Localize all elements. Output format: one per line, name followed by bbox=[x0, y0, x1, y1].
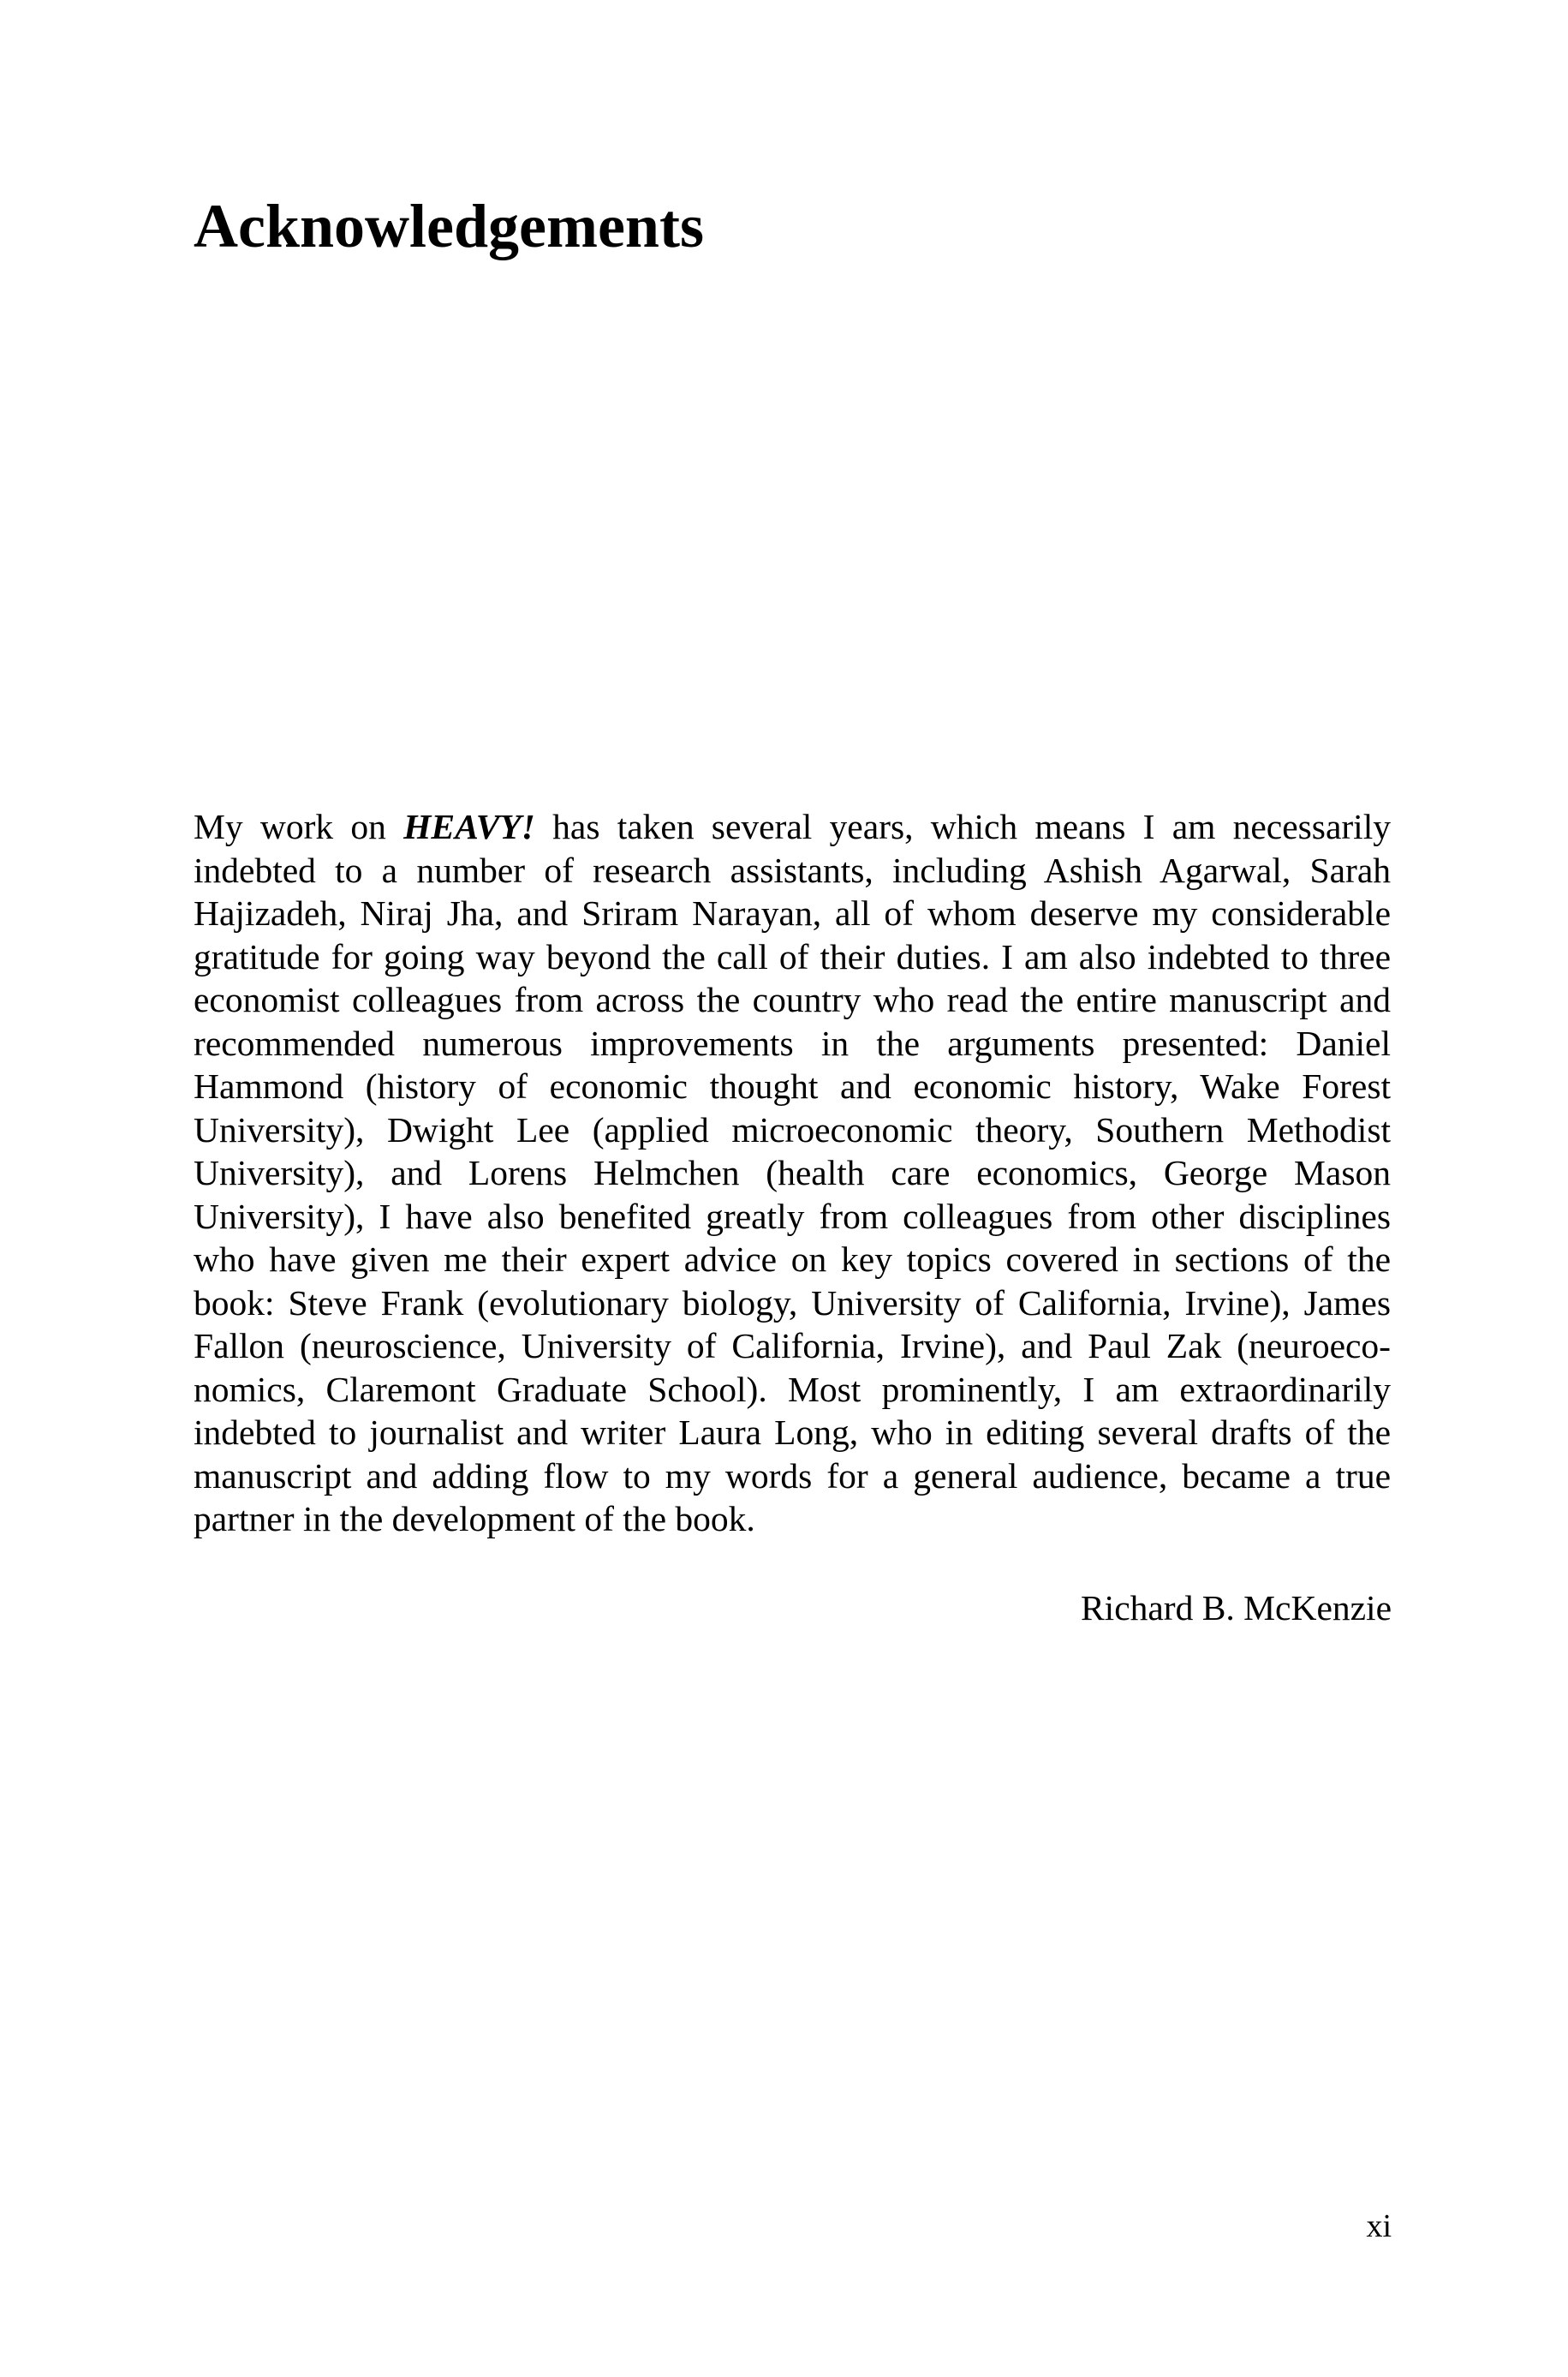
paragraph-lead: My work on bbox=[194, 807, 404, 846]
author-signature: Richard B. McKenzie bbox=[1080, 1588, 1392, 1627]
page-number: xi bbox=[1366, 2208, 1392, 2244]
book-title: HEAVY! bbox=[403, 807, 535, 846]
acknowledgements-paragraph bbox=[194, 805, 1391, 1541]
paragraph-body: has taken several years, which means I am necessarily indebted to a number of research assistants, including Ashish Agarwal, Sarah Hajizadeh, Niraj Jha, and Sriram Narayan, all of whom deserve my considerable gratitude for going way beyond the call of their duties. I am also indebted to three economist colleagues from across the country who read the entire manuscript and recommended numerous improvements in the arguments presented: Daniel Hammond (history of economic thought and economic history, Wake Forest University), Dwight Lee (applied microeconomic theory, Southern Methodist University), and Lorens Helmchen (health care economics, George Mason University), I have also benefited greatly from colleagues from other disciplines who have given me their expert advice on key topics covered in sections of the book: Steve Frank (evolutionary biology, University of California, Irvine), James Fallon (neuroscience, University of California, Irvine), and Paul Zak (neuroeconomics, Claremont Graduate School). Most prominently, I am extraordinarily indebted to journalist and writer Laura Long, who in editing several drafts of the manuscript and adding flow to my words for a general audience, became a true partner in the development of the book. bbox=[194, 807, 1391, 1538]
page-title: Acknowledgements bbox=[194, 192, 704, 260]
